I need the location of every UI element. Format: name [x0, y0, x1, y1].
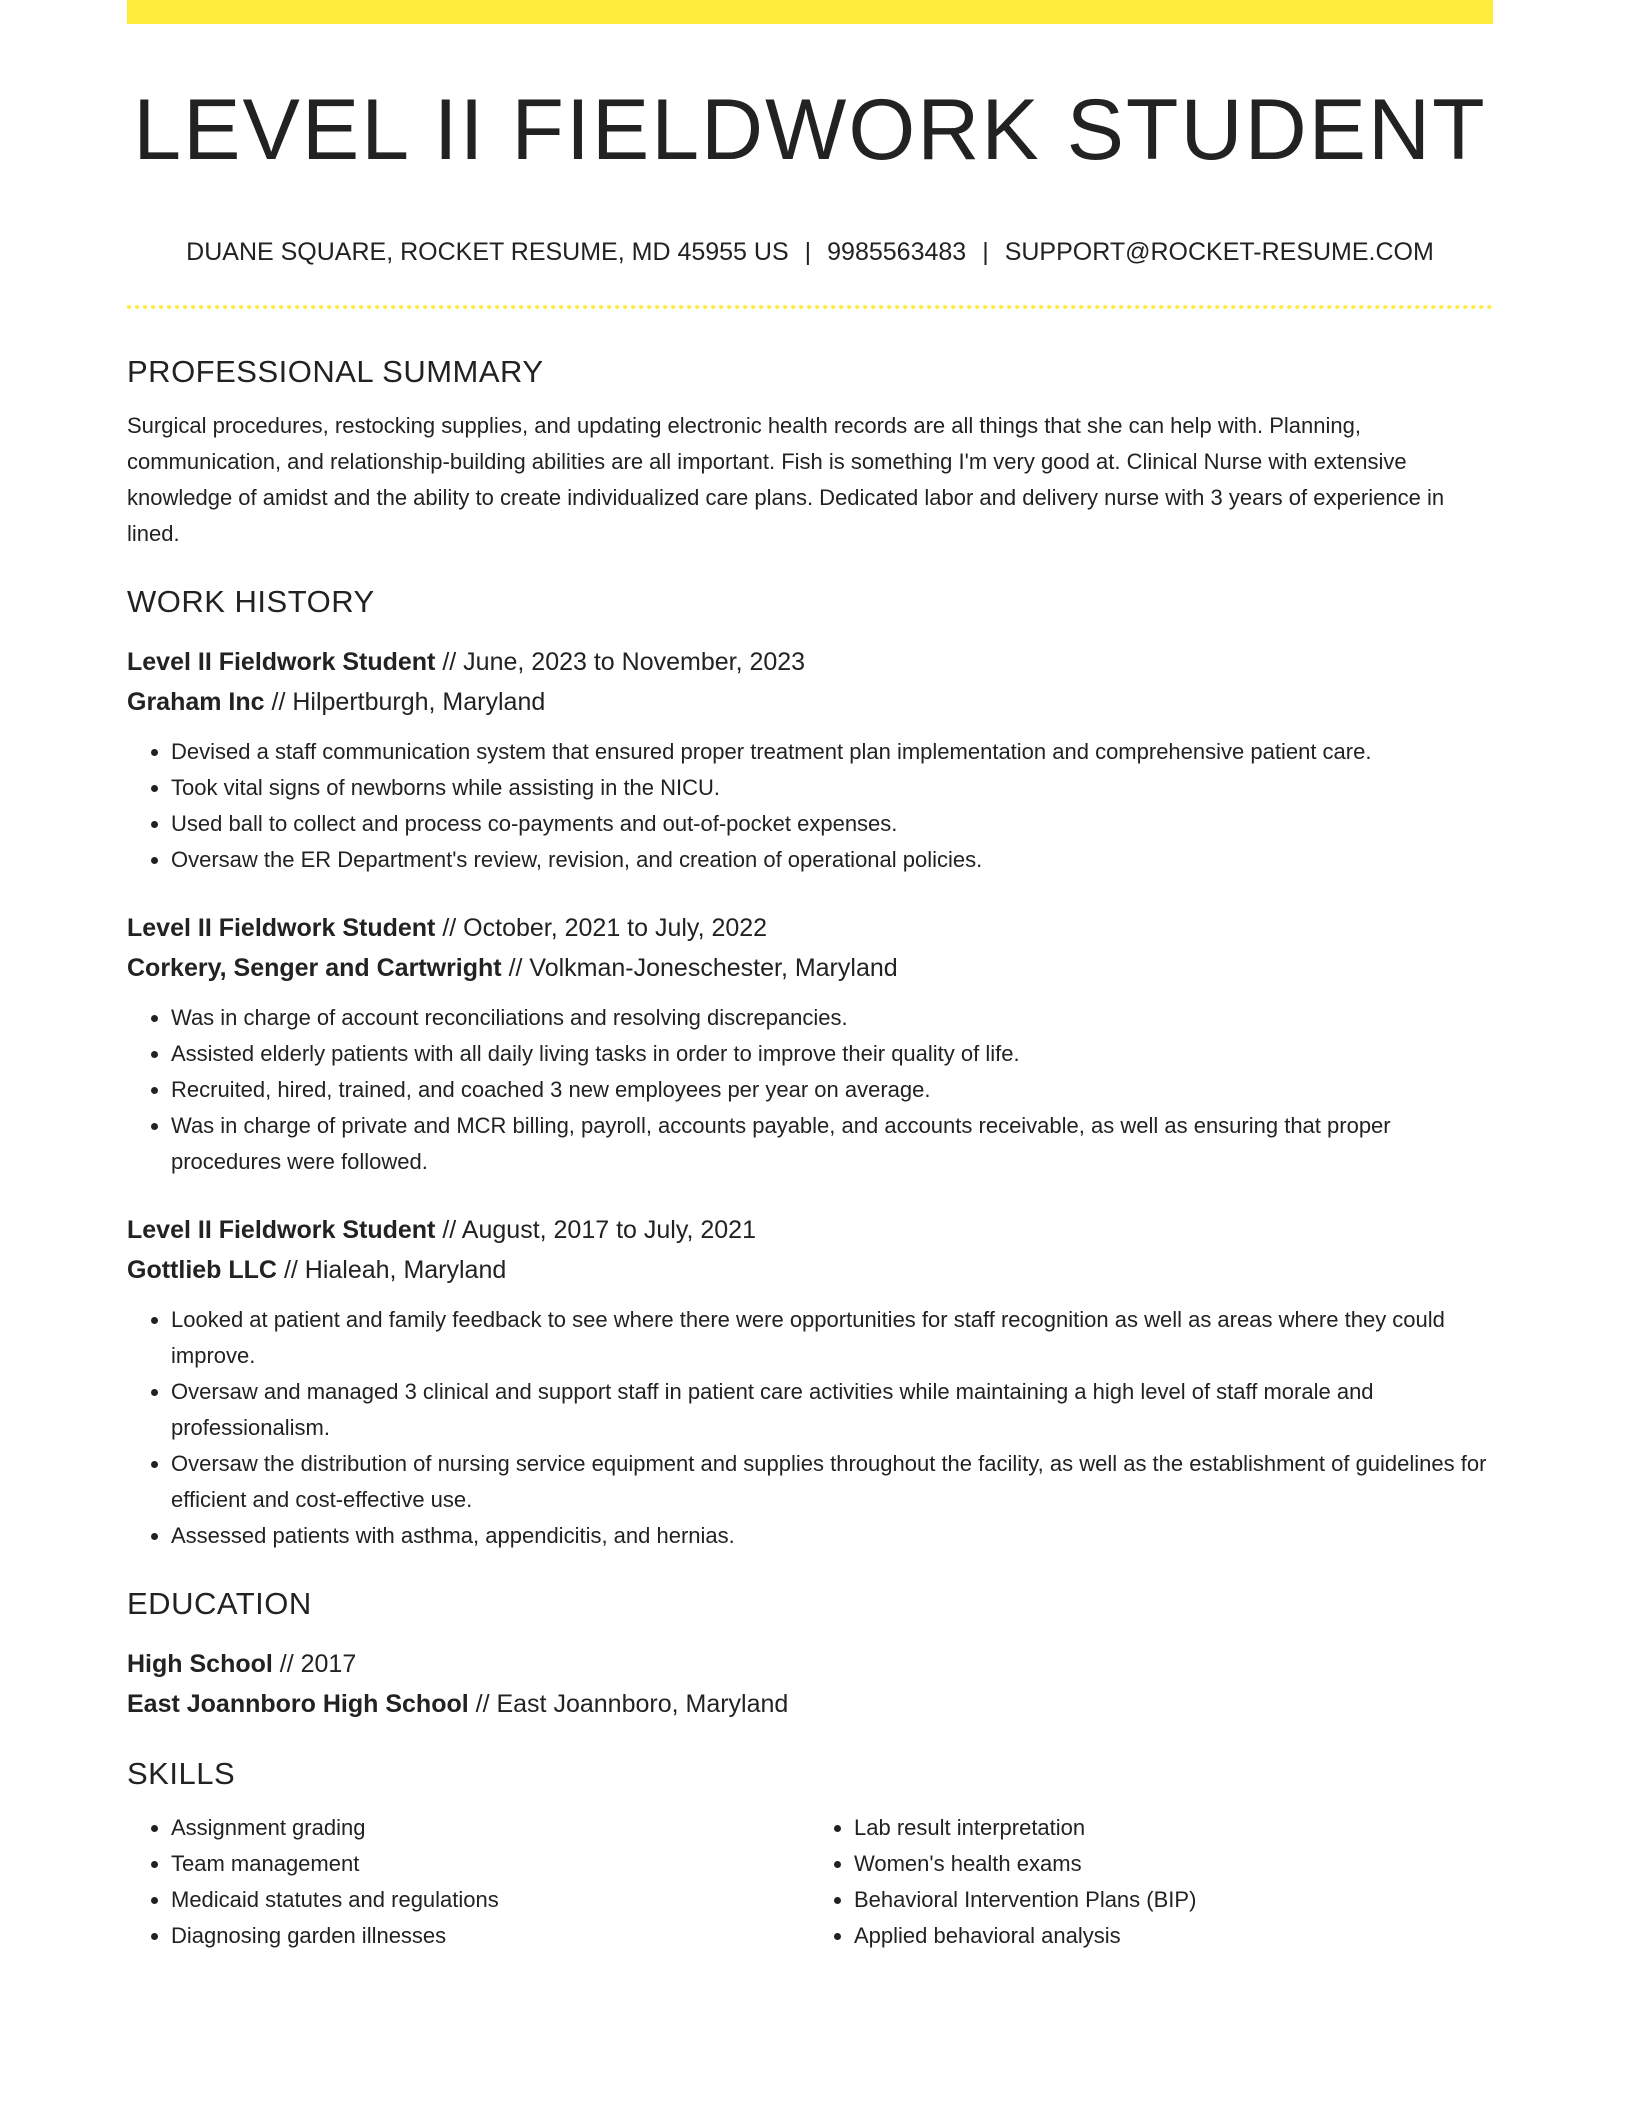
job-bullet: • Was in charge of account reconciliations and resolving discrepancies. — [171, 1000, 1493, 1036]
job-bullets — [127, 1302, 1493, 1554]
job-bullet: • Devised a staff communication system that ensured proper treatment plan implementation and comprehensive patient care. — [171, 734, 1493, 770]
education-degree: High School — [127, 1650, 273, 1678]
job-company: Graham Inc — [127, 688, 265, 716]
job-company: Corkery, Senger and Cartwright — [127, 954, 502, 982]
job-location: // Hialeah, Maryland — [283, 1256, 507, 1284]
job-entry — [127, 1210, 1493, 1554]
job-title-line — [127, 1210, 1493, 1250]
job-bullet: • Looked at patient and family feedback to see where there were opportunities for staff recognition as well as areas where they could improve. — [171, 1302, 1493, 1374]
contact-phone: 9985563483 — [827, 238, 967, 266]
skill-item: • Team management — [171, 1846, 810, 1882]
job-bullet: • Assessed patients with asthma, appendicitis, and hernias. — [171, 1518, 1493, 1554]
top-accent-bar — [127, 0, 1493, 24]
job-company-line — [127, 1250, 1493, 1290]
skills-section — [127, 1752, 1493, 1954]
job-bullet: • Oversaw the ER Department's review, revision, and creation of operational policies. — [171, 842, 1493, 878]
contact-separator: | — [804, 238, 812, 266]
skill-item: • Women's health exams — [854, 1846, 1493, 1882]
job-company: Gottlieb LLC — [127, 1256, 277, 1284]
education-entry — [127, 1644, 1493, 1724]
skill-item: • Behavioral Intervention Plans (BIP) — [854, 1882, 1493, 1918]
job-bullet: • Recruited, hired, trained, and coached 3 new employees per year on average. — [171, 1072, 1493, 1108]
job-bullet: • Assisted elderly patients with all daily living tasks in order to improve their quality of life. — [171, 1036, 1493, 1072]
job-entry — [127, 642, 1493, 878]
summary-text: Surgical procedures, restocking supplies, and updating electronic health records are all things that she can help with. Planning, communication, and relationship-building abilities are all important. Fish is something I'm very good at. Clinical Nurse with extensive knowledge of amidst and the ability to create individualized care plans. Dedicated labor and delivery nurse with 3 years of experience in lined. — [127, 413, 1445, 546]
skills-heading: SKILLS — [127, 1756, 236, 1791]
job-dates: // June, 2023 to November, 2023 — [442, 648, 806, 676]
job-bullets — [127, 1000, 1493, 1180]
job-entry — [127, 908, 1493, 1180]
skill-item: • Medicaid statutes and regulations — [171, 1882, 810, 1918]
job-title-line — [127, 642, 1493, 682]
education-location: // East Joannboro, Maryland — [475, 1690, 789, 1718]
summary-section — [127, 350, 1493, 552]
job-title: Level II Fieldwork Student — [127, 1216, 436, 1244]
job-title: Level II Fieldwork Student — [127, 914, 436, 942]
job-dates: // August, 2017 to July, 2021 — [442, 1216, 756, 1244]
job-company-line — [127, 948, 1493, 988]
education-year: // 2017 — [279, 1650, 357, 1678]
skills-column-right — [810, 1810, 1493, 1954]
job-location: // Volkman-Joneschester, Maryland — [508, 954, 898, 982]
education-school-line — [127, 1684, 1493, 1724]
contact-line — [127, 234, 1493, 270]
job-bullets — [127, 734, 1493, 878]
job-location: // Hilpertburgh, Maryland — [271, 688, 546, 716]
skills-column-left — [127, 1810, 810, 1954]
job-bullet: • Took vital signs of newborns while assisting in the NICU. — [171, 770, 1493, 806]
education-degree-line — [127, 1644, 1493, 1684]
summary-heading: PROFESSIONAL SUMMARY — [127, 354, 544, 389]
education-section — [127, 1582, 1493, 1724]
job-bullet: • Oversaw and managed 3 clinical and support staff in patient care activities while maintaining a high level of staff morale and professionalism. — [171, 1374, 1493, 1446]
work-history-heading: WORK HISTORY — [127, 584, 375, 619]
job-title-line — [127, 908, 1493, 948]
contact-separator: | — [982, 238, 989, 266]
job-bullet: • Used ball to collect and process co-payments and out-of-pocket expenses. — [171, 806, 1493, 842]
job-bullet: • Oversaw the distribution of nursing service equipment and supplies throughout the facility, as well as the establishment of guidelines for efficient and cost-effective use. — [171, 1446, 1493, 1518]
dotted-divider — [127, 305, 1493, 309]
education-school: East Joannboro High School — [127, 1690, 469, 1718]
skill-item: • Applied behavioral analysis — [854, 1918, 1493, 1954]
skills-columns — [127, 1810, 1493, 1954]
skill-item: • Diagnosing garden illnesses — [171, 1918, 810, 1954]
job-dates: // October, 2021 to July, 2022 — [442, 914, 768, 942]
job-bullet: • Was in charge of private and MCR billing, payroll, accounts payable, and accounts receivable, as well as ensuring that proper procedures were followed. — [171, 1108, 1493, 1180]
job-title: Level II Fieldwork Student — [127, 648, 436, 676]
education-heading: EDUCATION — [127, 1586, 312, 1621]
resume-content — [127, 350, 1493, 1954]
contact-address: DUANE SQUARE, ROCKET RESUME, MD 45955 US — [186, 238, 789, 266]
candidate-name: LEVEL II FIELDWORK STUDENT — [133, 82, 1487, 178]
contact-email: SUPPORT@ROCKET-RESUME.COM — [1004, 238, 1434, 266]
skill-item: • Lab result interpretation — [854, 1810, 1493, 1846]
skill-item: • Assignment grading — [171, 1810, 810, 1846]
work-history-section — [127, 580, 1493, 1554]
job-company-line — [127, 682, 1493, 722]
